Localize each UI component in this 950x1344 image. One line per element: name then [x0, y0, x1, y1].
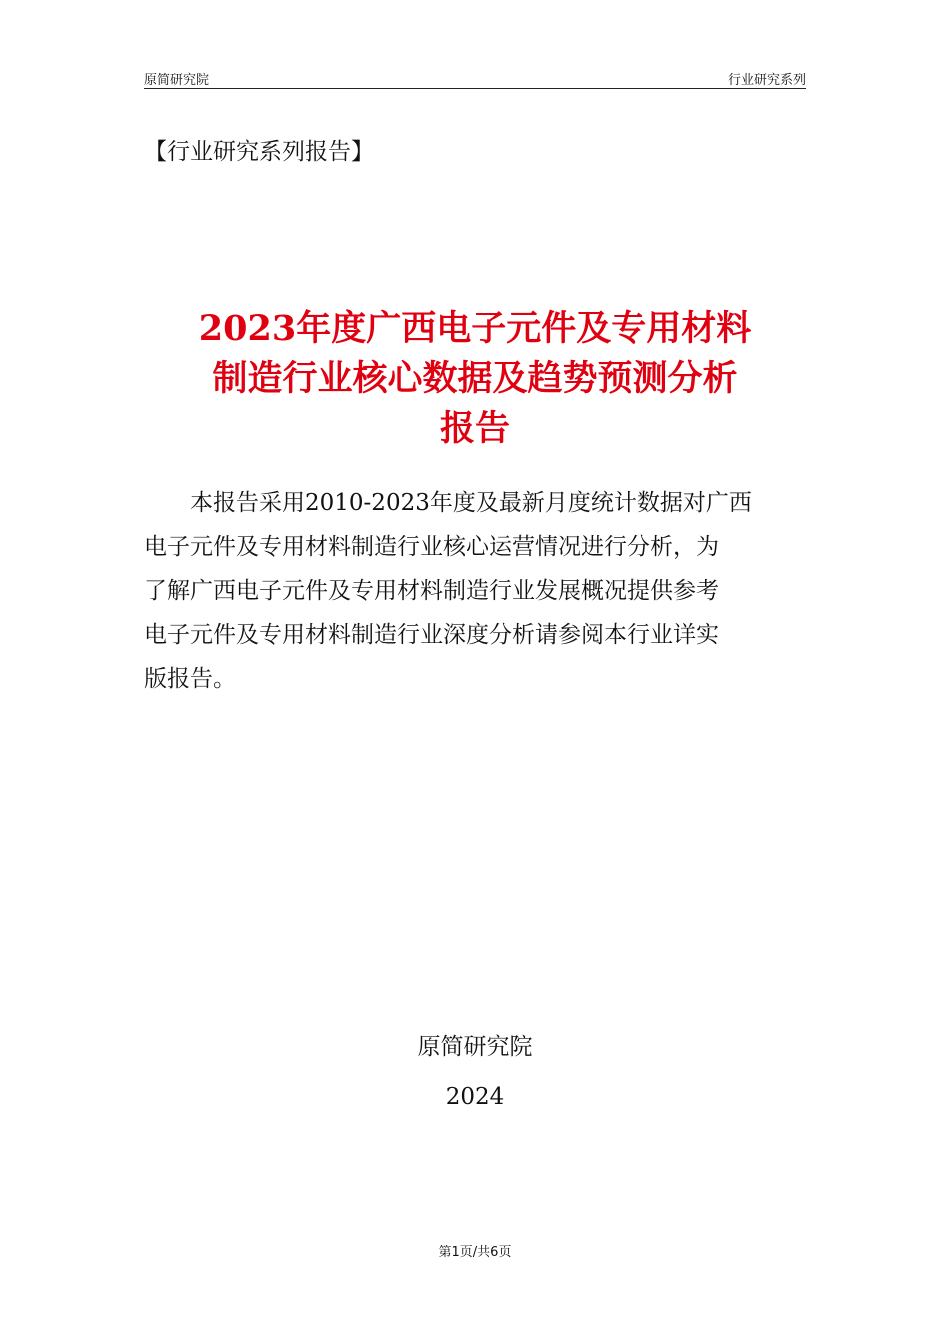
publisher-name: 原简研究院 [417, 1034, 533, 1060]
page-header [144, 66, 806, 89]
abstract-line-2: 电子元件及专用材料制造行业核心运营情况进行分析，为 [144, 534, 719, 560]
abstract-line-4: 电子元件及专用材料制造行业深度分析请参阅本行业详实 [144, 622, 719, 648]
report-title [144, 304, 806, 454]
header-publisher: 原简研究院 [144, 73, 210, 88]
publication-year: 2024 [445, 1084, 505, 1110]
header-series: 行业研究系列 [727, 73, 806, 88]
title-line-2: 制造行业核心数据及趋势预测分析 [212, 358, 738, 399]
page-footer [144, 1244, 806, 1262]
title-line-3: 报告 [439, 408, 510, 449]
title-line-1: 2023年度广西电子元件及专用材料 [198, 308, 752, 349]
abstract-line-3: 了解广西电子元件及专用材料制造行业发展概况提供参考 [144, 578, 719, 604]
abstract-paragraph [144, 481, 806, 701]
abstract-line-5: 版报告。 [144, 666, 236, 692]
abstract-line-1: 本报告采用2010-2023年度及最新月度统计数据对广西 [190, 490, 752, 516]
page-number: 第1页/共6页 [438, 1245, 512, 1260]
series-tag: 【行业研究系列报告】 [144, 139, 374, 165]
